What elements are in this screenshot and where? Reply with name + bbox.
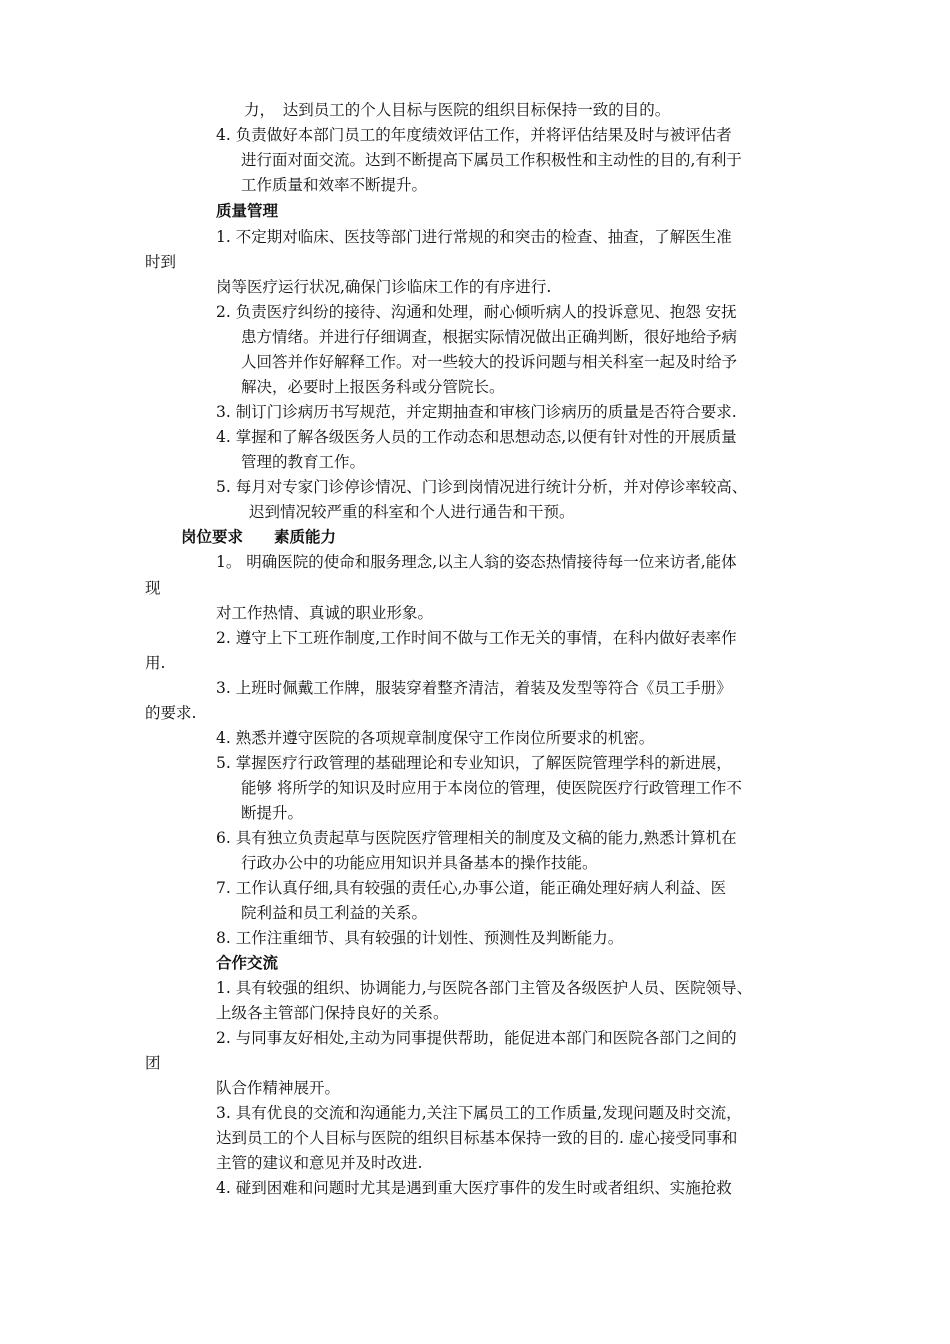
text-line: 团 bbox=[145, 1054, 161, 1072]
text-line: 力， 达到员工的个人目标与医院的组织目标保持一致的目的。 bbox=[244, 101, 671, 119]
text-line: 对工作热情、真诚的职业形象。 bbox=[216, 604, 434, 622]
text-line: 2. 遵守上下工班作制度,工作时间不做与工作无关的事情，在科内做好表率作 bbox=[216, 629, 737, 647]
text-line: 能够 将所学的知识及时应用于本岗位的管理，使医院医疗行政管理工作不 bbox=[241, 779, 742, 797]
text-line: 院利益和员工利益的关系。 bbox=[241, 904, 428, 922]
text-line: 时到 bbox=[145, 253, 177, 271]
text-line: 6. 具有独立负责起草与医院医疗管理相关的制度及文稿的能力,熟悉计算机在 bbox=[216, 829, 737, 847]
text-line: 4. 掌握和了解各级医务人员的工作动态和思想动态,以便有针对性的开展质量 bbox=[216, 428, 737, 446]
text-line: 上级各主管部门保持良好的关系。 bbox=[216, 1004, 449, 1022]
text-line: 3. 具有优良的交流和沟通能力,关注下属员工的工作质量,发现问题及时交流， bbox=[216, 1104, 742, 1122]
section-heading-cooperation: 合作交流 bbox=[216, 954, 279, 972]
text-line: 5. 每月对专家门诊停诊情况、门诊到岗情况进行统计分析，并对停诊率较高、 bbox=[216, 478, 748, 496]
section-heading-quality: 质量管理 bbox=[216, 202, 279, 220]
text-line: 5. 掌握医疗行政管理的基础理论和专业知识，了解医院管理学科的新进展， bbox=[216, 754, 732, 772]
text-line: 1. 具有较强的组织、协调能力,与医院各部门主管及各级医护人员、医院领导、 bbox=[216, 979, 753, 997]
text-line: 断提升。 bbox=[241, 804, 304, 822]
text-line: 岗等医疗运行状况,确保门诊临床工作的有序进行. bbox=[216, 278, 552, 296]
text-line: 达到员工的个人目标与医院的组织目标基本保持一致的目的. 虚心接受同事和 bbox=[216, 1129, 738, 1147]
text-line: 人回答并作好解释工作。对一些较大的投诉问题与相关科室一起及时给予 bbox=[241, 353, 738, 371]
text-line: 用. bbox=[145, 654, 166, 672]
section-heading-requirements: 岗位要求 素质能力 bbox=[181, 528, 337, 546]
text-line: 行政办公中的功能应用知识并具备基本的操作技能。 bbox=[241, 854, 598, 872]
text-line: 工作质量和效率不断提升。 bbox=[241, 176, 428, 194]
text-line: 4. 负责做好本部门员工的年度绩效评估工作，并将评估结果及时与被评估者 bbox=[216, 126, 732, 144]
text-line: 的要求. bbox=[145, 704, 197, 722]
text-line: 4. 熟悉并遵守医院的各项规章制度保守工作岗位所要求的机密。 bbox=[216, 729, 655, 747]
text-line: 迟到情况较严重的科室和个人进行通告和干预。 bbox=[249, 503, 575, 521]
text-line: 现 bbox=[145, 579, 161, 597]
text-line: 队合作精神展开。 bbox=[216, 1079, 341, 1097]
text-line: 2. 负责医疗纠纷的接待、沟通和处理，耐心倾听病人的投诉意见、抱怨 安抚 bbox=[216, 303, 737, 321]
text-line: 1. 不定期对临床、医技等部门进行常规的和突击的检查、抽查，了解医生准 bbox=[216, 228, 732, 246]
text-line: 患方情绪。并进行仔细调查，根据实际情况做出正确判断，很好地给予病 bbox=[241, 328, 738, 346]
text-line: 管理的教育工作。 bbox=[241, 453, 366, 471]
text-line: 解决，必要时上报医务科或分管院长。 bbox=[241, 378, 505, 396]
text-line: 8. 工作注重细节、具有较强的计划性、预测性及判断能力。 bbox=[216, 929, 624, 947]
text-line: 7. 工作认真仔细,具有较强的责任心,办事公道，能正确处理好病人利益、医 bbox=[216, 879, 727, 897]
text-line: 1。 明确医院的使命和服务理念,以主人翁的姿态热情接待每一位来访者,能体 bbox=[216, 553, 737, 571]
text-line: 3. 上班时佩戴工作牌，服装穿着整齐清洁，着装及发型等符合《员工手册》 bbox=[216, 679, 732, 697]
text-line: 2. 与同事友好相处,主动为同事提供帮助，能促进本部门和医院各部门之间的 bbox=[216, 1029, 737, 1047]
text-line: 进行面对面交流。达到不断提高下属员工作积极性和主动性的目的,有利于 bbox=[241, 151, 742, 169]
text-line: 4. 碰到困难和问题时尤其是遇到重大医疗事件的发生时或者组织、实施抢救 bbox=[216, 1179, 732, 1197]
text-line: 主管的建议和意见并及时改进. bbox=[216, 1154, 423, 1172]
text-line: 3. 制订门诊病历书写规范，并定期抽查和审核门诊病历的质量是否符合要求. bbox=[216, 403, 737, 421]
